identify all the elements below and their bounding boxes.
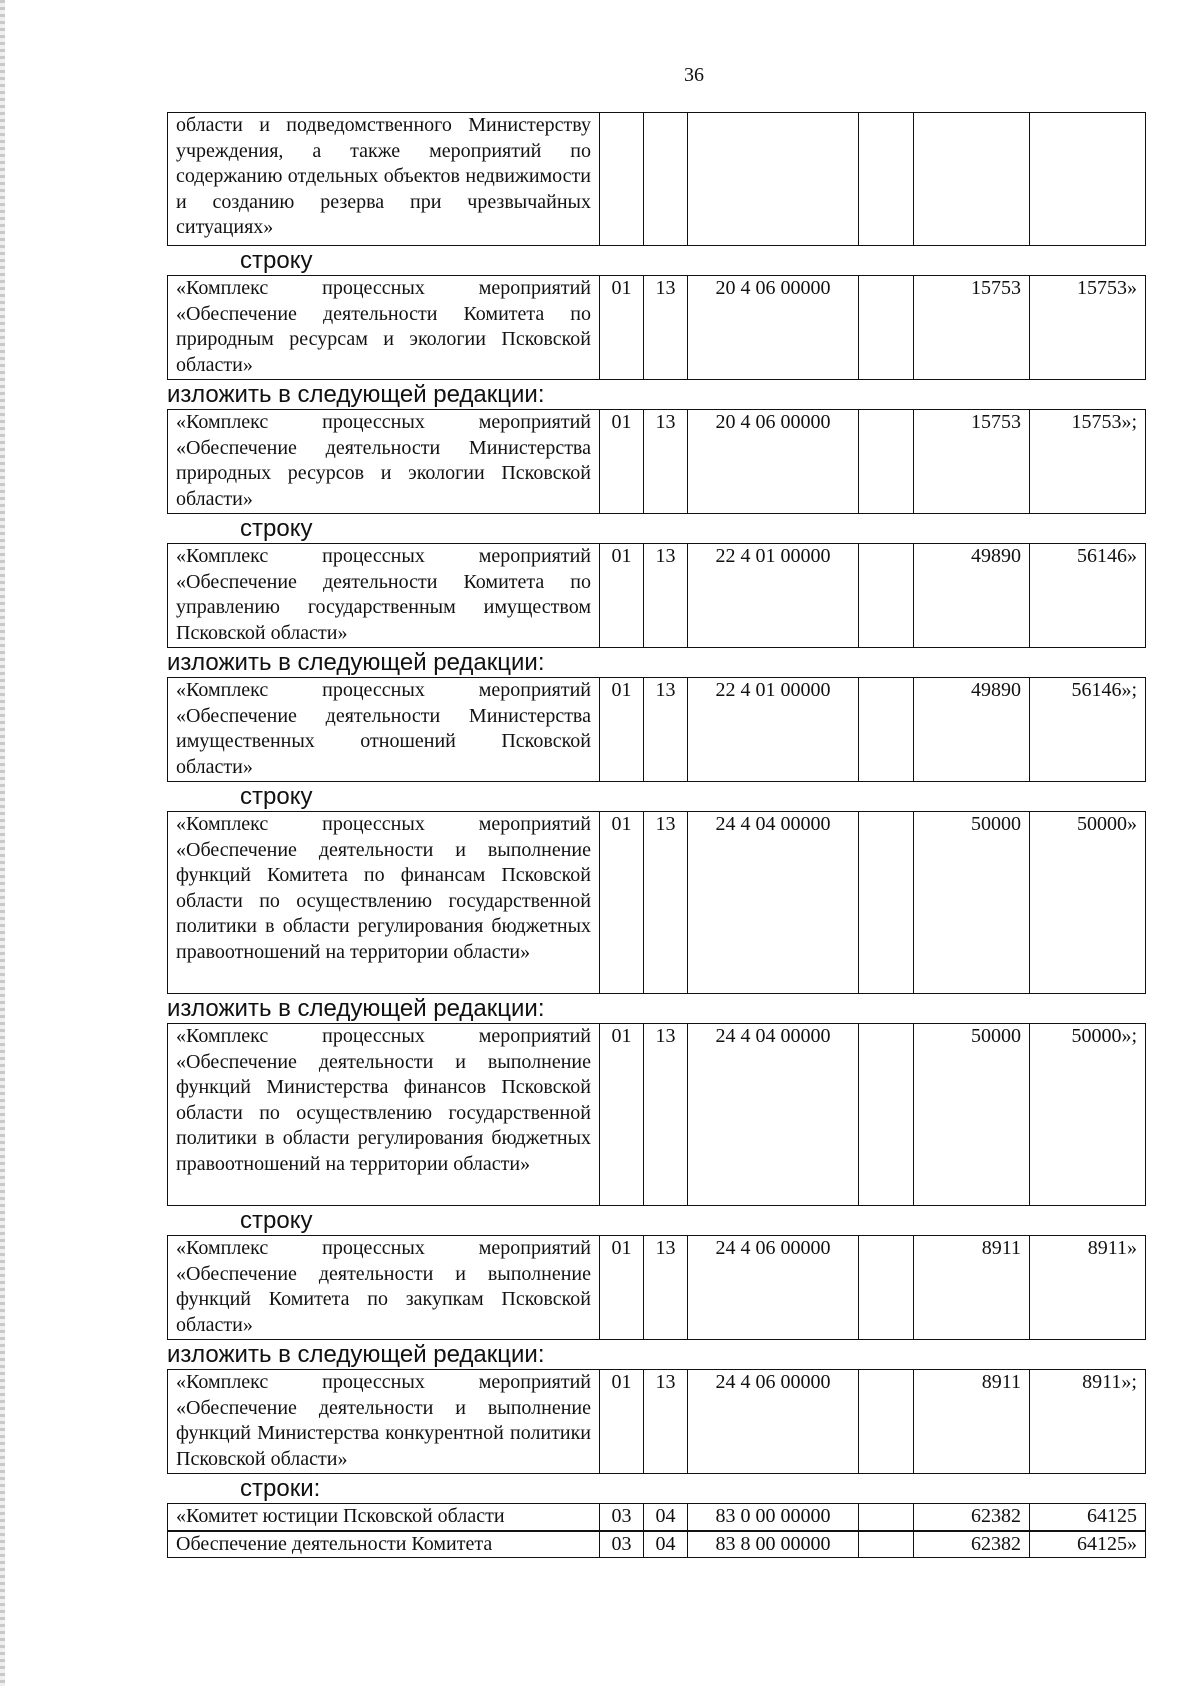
table-row: [167, 543, 1146, 648]
row-description: «Комплекс процессных мероприятий «Обеспечение деятельности Министерства природных ресурсов и экологии Псковской области»: [168, 410, 600, 514]
row-vr: [859, 1236, 914, 1340]
row-csr: 24 4 06 00000: [688, 1236, 859, 1340]
row-sum-2: 64125: [1030, 1504, 1146, 1531]
row-rz: 01: [600, 1236, 644, 1340]
row-vr: [859, 1370, 914, 1474]
row-pr: 13: [644, 544, 688, 648]
row-pr: [644, 113, 688, 246]
row-vr: [859, 113, 914, 246]
row-sum-2: 15753»: [1030, 276, 1146, 380]
row-rz: 01: [600, 1370, 644, 1474]
row-sum-2: 15753»;: [1030, 410, 1146, 514]
table-row: [167, 275, 1146, 380]
row-rz: [600, 113, 644, 246]
row-sum-1: 49890: [914, 544, 1030, 648]
section-label-replace: изложить в следующей редакции:: [167, 1341, 545, 1368]
table-row: [167, 1235, 1146, 1340]
row-vr: [859, 1024, 914, 1206]
row-sum-2: [1030, 113, 1146, 246]
row-csr: 24 4 04 00000: [688, 1024, 859, 1206]
row-description: «Комплекс процессных мероприятий «Обеспечение деятельности Комитета по управлению государственным имуществом Псковской области»: [168, 544, 600, 648]
table-row: [167, 811, 1146, 994]
row-rz: 01: [600, 678, 644, 782]
row-description: «Комплекс процессных мероприятий «Обеспечение деятельности и выполнение функций Комитета по закупкам Псковской области»: [168, 1236, 600, 1340]
row-pr: 04: [644, 1531, 688, 1558]
table-row: [167, 1503, 1146, 1531]
row-csr: 20 4 06 00000: [688, 276, 859, 380]
row-description: «Комплекс процессных мероприятий «Обеспечение деятельности и выполнение функций Министерства конкурентной политики Псковской области»: [168, 1370, 600, 1474]
row-sum-2: 8911»: [1030, 1236, 1146, 1340]
section-label-string: строку: [240, 1207, 313, 1234]
row-csr: 83 0 00 00000: [688, 1504, 859, 1531]
section-label-string: строки:: [240, 1475, 321, 1502]
row-vr: [859, 812, 914, 994]
row-sum-1: 15753: [914, 410, 1030, 514]
row-description: «Комплекс процессных мероприятий «Обеспечение деятельности и выполнение функций Комитета по финансам Псковской области по осуществлению государственной политики в области регулирования бюджетных правоотношений на территории области»: [168, 812, 600, 994]
row-description: «Комплекс процессных мероприятий «Обеспечение деятельности Комитета по природным ресурсам и экологии Псковской области»: [168, 276, 600, 380]
table-row: [167, 677, 1146, 782]
table-row: [167, 409, 1146, 514]
row-description: Обеспечение деятельности Комитета: [168, 1531, 600, 1558]
table-row: [167, 1531, 1146, 1559]
row-csr: 24 4 04 00000: [688, 812, 859, 994]
row-sum-1: [914, 113, 1030, 246]
section-label-string: строку: [240, 783, 313, 810]
row-sum-1: 50000: [914, 812, 1030, 994]
row-sum-1: 62382: [914, 1504, 1030, 1531]
row-pr: 04: [644, 1504, 688, 1531]
row-sum-2: 56146»: [1030, 544, 1146, 648]
row-csr: 83 8 00 00000: [688, 1531, 859, 1558]
row-sum-1: 8911: [914, 1236, 1030, 1340]
row-csr: 22 4 01 00000: [688, 544, 859, 648]
section-label-replace: изложить в следующей редакции:: [167, 649, 545, 676]
row-csr: 22 4 01 00000: [688, 678, 859, 782]
row-pr: 13: [644, 410, 688, 514]
row-sum-1: 15753: [914, 276, 1030, 380]
row-vr: [859, 1531, 914, 1558]
row-vr: [859, 276, 914, 380]
row-sum-2: 50000»: [1030, 812, 1146, 994]
row-rz: 01: [600, 544, 644, 648]
row-description: «Комитет юстиции Псковской области: [168, 1504, 600, 1531]
row-pr: 13: [644, 276, 688, 380]
section-label-string: строку: [240, 515, 313, 542]
row-sum-1: 50000: [914, 1024, 1030, 1206]
document-body: [167, 112, 1145, 1558]
section-label-string: строку: [240, 247, 313, 274]
row-sum-2: 56146»;: [1030, 678, 1146, 782]
table-row: [167, 1023, 1146, 1206]
row-rz: 01: [600, 410, 644, 514]
row-csr: 24 4 06 00000: [688, 1370, 859, 1474]
row-vr: [859, 544, 914, 648]
row-csr: 20 4 06 00000: [688, 410, 859, 514]
row-sum-1: 62382: [914, 1531, 1030, 1558]
row-description: «Комплекс процессных мероприятий «Обеспечение деятельности Министерства имущественных отношений Псковской области»: [168, 678, 600, 782]
table-row: [167, 1369, 1146, 1474]
row-vr: [859, 1504, 914, 1531]
row-rz: 03: [600, 1531, 644, 1558]
row-rz: 01: [600, 812, 644, 994]
row-pr: 13: [644, 1370, 688, 1474]
row-description: области и подведомственного Министерству учреждения, а также мероприятий по содержанию отдельных объектов недвижимости и созданию резерва при чрезвычайных ситуациях»: [168, 113, 600, 246]
scan-edge-strip: [0, 0, 5, 1686]
row-csr: [688, 113, 859, 246]
row-description: «Комплекс процессных мероприятий «Обеспечение деятельности и выполнение функций Министерства финансов Псковской области по осуществлению государственной политики в области регулирования бюджетных правоотношений на территории области»: [168, 1024, 600, 1206]
row-sum-1: 49890: [914, 678, 1030, 782]
row-sum-2: 50000»;: [1030, 1024, 1146, 1206]
row-sum-1: 8911: [914, 1370, 1030, 1474]
row-rz: 01: [600, 276, 644, 380]
table-row: [167, 112, 1146, 246]
row-rz: 03: [600, 1504, 644, 1531]
row-pr: 13: [644, 812, 688, 994]
section-label-replace: изложить в следующей редакции:: [167, 995, 545, 1022]
row-sum-2: 64125»: [1030, 1531, 1146, 1558]
row-sum-2: 8911»;: [1030, 1370, 1146, 1474]
row-pr: 13: [644, 1236, 688, 1340]
section-label-replace: изложить в следующей редакции:: [167, 381, 545, 408]
row-vr: [859, 410, 914, 514]
row-pr: 13: [644, 678, 688, 782]
page-number: 36: [684, 64, 704, 86]
row-vr: [859, 678, 914, 782]
row-pr: 13: [644, 1024, 688, 1206]
row-rz: 01: [600, 1024, 644, 1206]
